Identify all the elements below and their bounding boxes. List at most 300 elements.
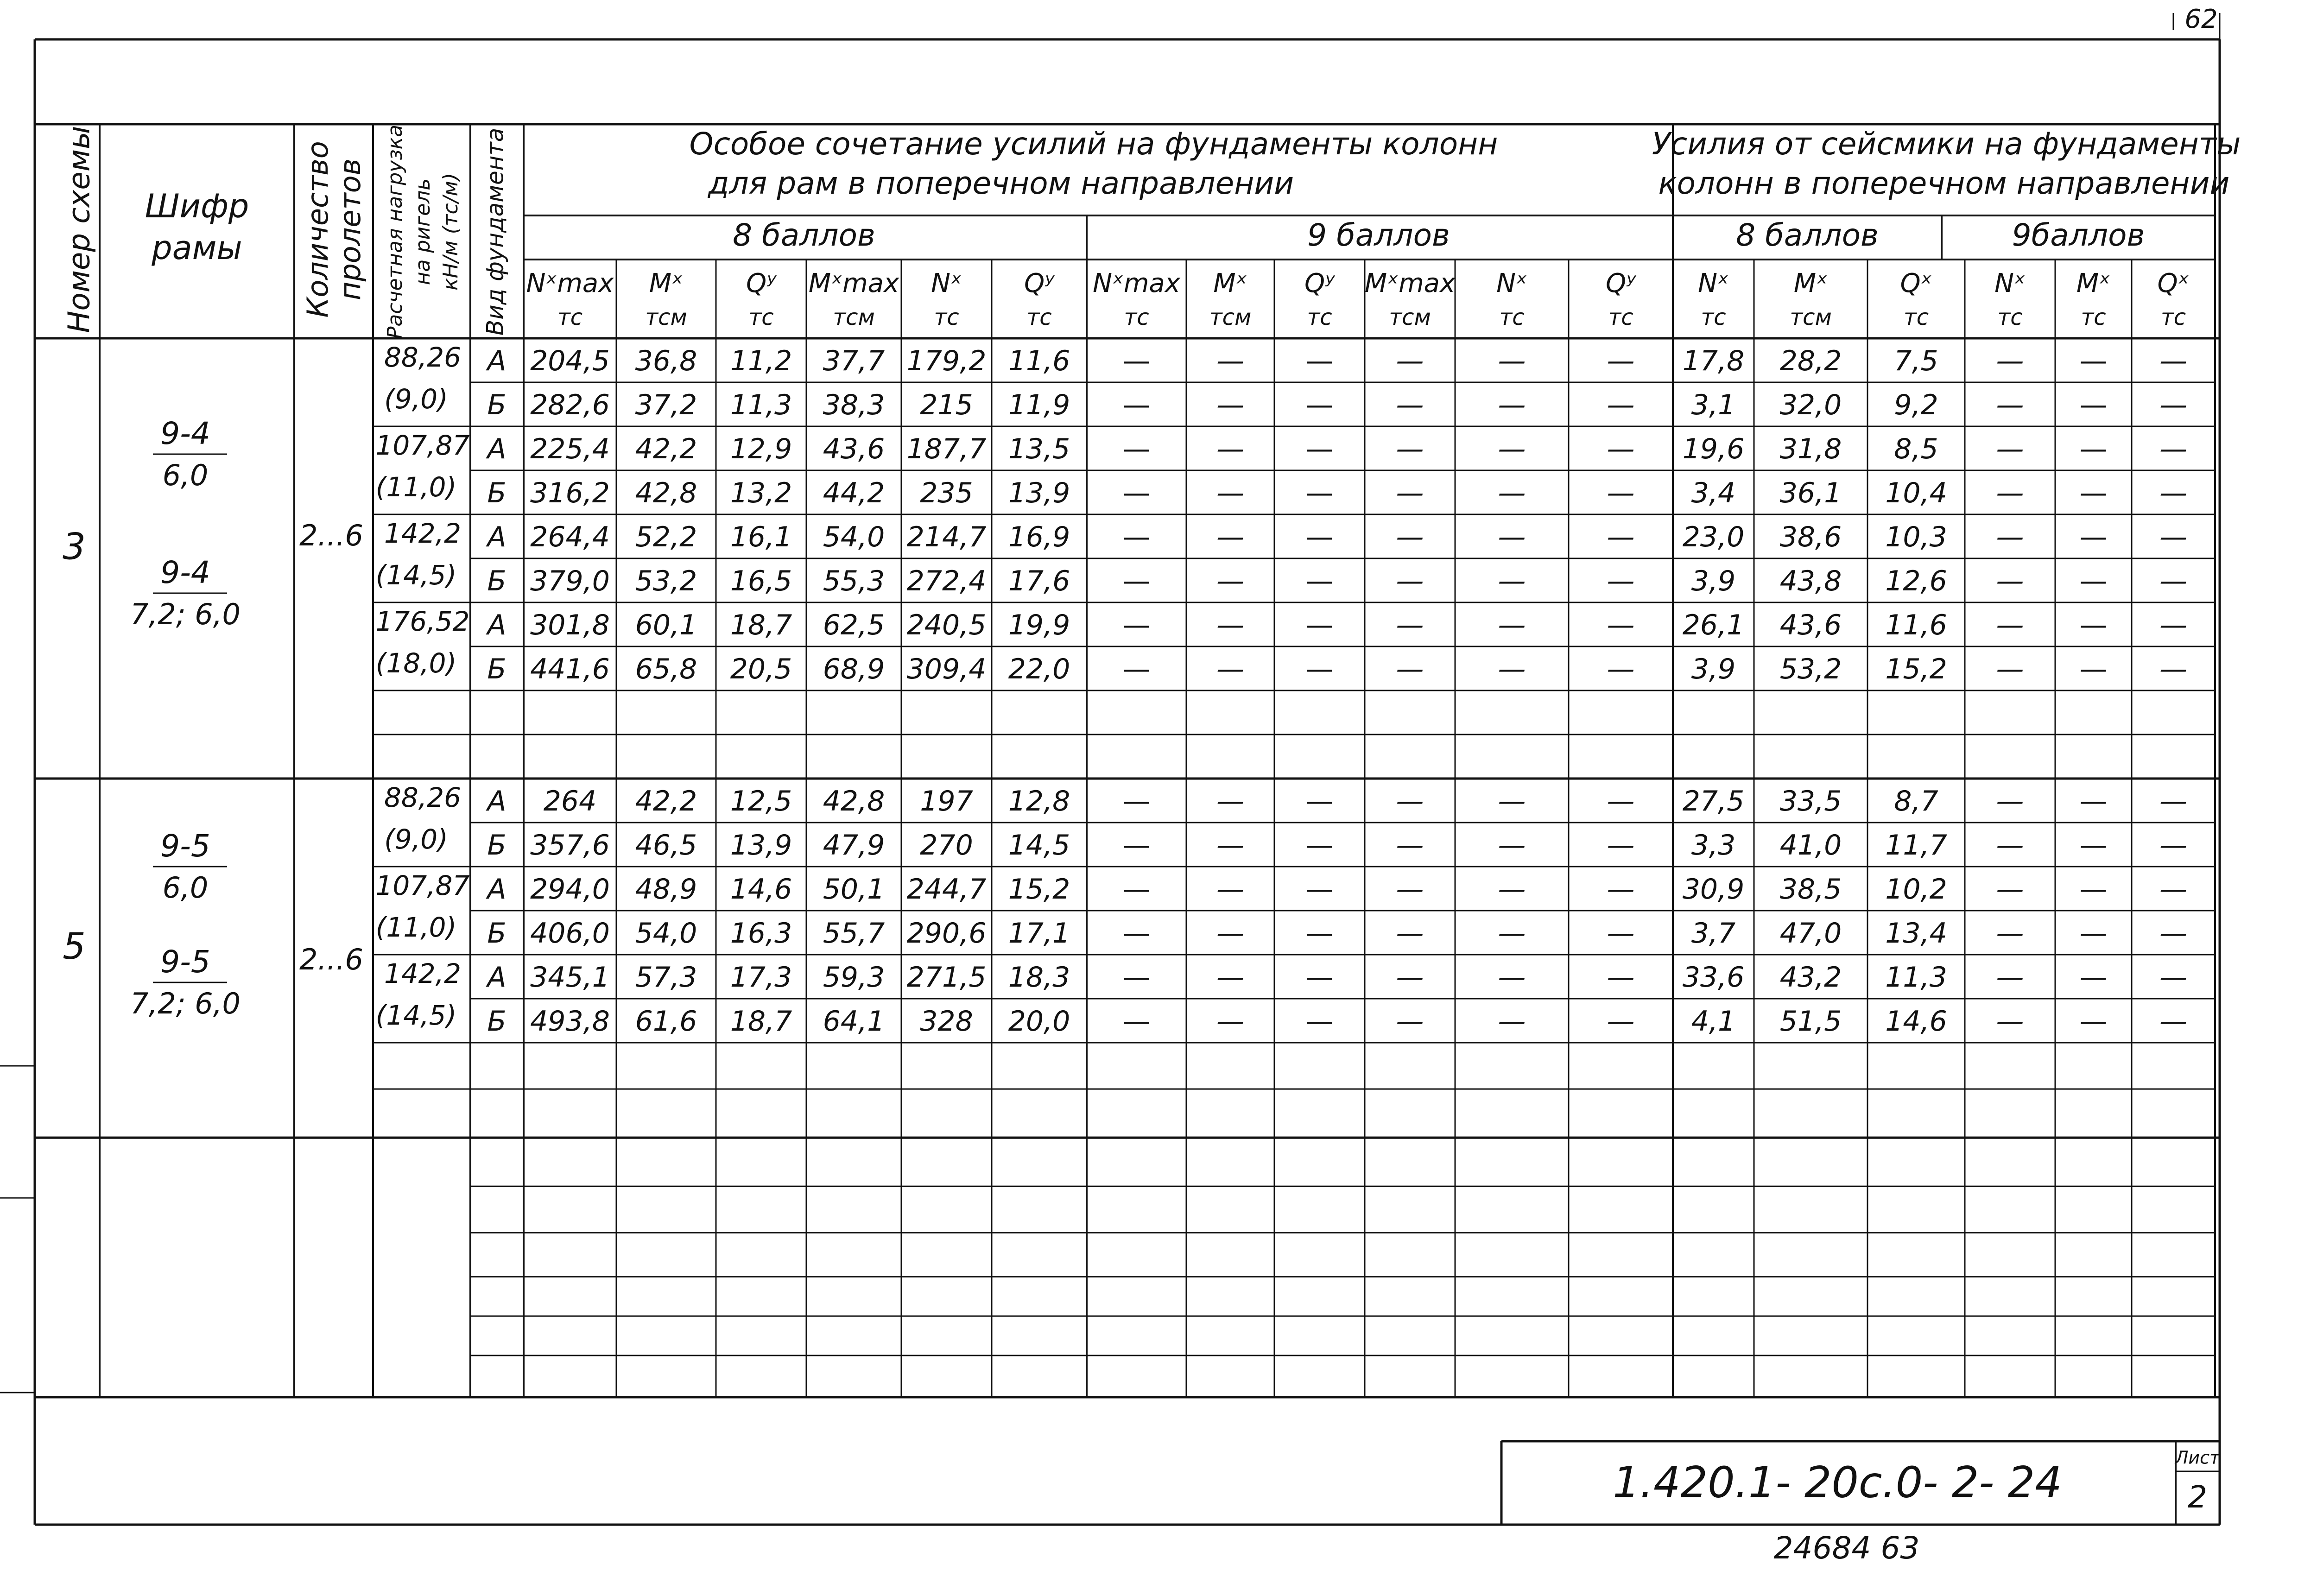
load-value: (11,0) bbox=[375, 912, 457, 944]
seismic-value: 3,7 bbox=[1691, 917, 1736, 950]
col-symbol: Qʸ bbox=[1024, 268, 1054, 299]
force-value: 59,3 bbox=[823, 961, 885, 994]
empty-dash: — bbox=[2079, 785, 2108, 818]
empty-dash: — bbox=[2079, 961, 2108, 994]
empty-dash: — bbox=[1396, 433, 1424, 466]
col-unit: тсм bbox=[645, 304, 687, 330]
empty-dash: — bbox=[1216, 1005, 1244, 1038]
header-cipher: рамы bbox=[152, 229, 242, 267]
empty-dash: — bbox=[2079, 917, 2108, 950]
col-symbol: Nˣmax bbox=[526, 268, 614, 299]
force-value: 68,9 bbox=[823, 653, 885, 686]
empty-dash: — bbox=[1305, 609, 1334, 642]
empty-dash: — bbox=[1996, 873, 2024, 906]
empty-dash: — bbox=[1122, 609, 1151, 642]
force-value: 17,6 bbox=[1008, 565, 1070, 598]
col-unit: тс bbox=[748, 304, 774, 330]
force-value: 13,2 bbox=[730, 477, 792, 510]
empty-dash: — bbox=[1216, 961, 1244, 994]
col-symbol: Qʸ bbox=[1606, 268, 1636, 299]
empty-dash: — bbox=[1996, 785, 2024, 818]
empty-dash: — bbox=[1498, 785, 1526, 818]
empty-dash: — bbox=[1122, 521, 1151, 554]
force-value: 441,6 bbox=[530, 653, 610, 686]
empty-dash: — bbox=[1216, 521, 1244, 554]
empty-dash: — bbox=[1305, 345, 1334, 378]
seismic-value: 26,1 bbox=[1682, 609, 1745, 642]
force-value: 240,5 bbox=[906, 609, 987, 642]
subgroup-9b: 9 баллов bbox=[1307, 217, 1450, 253]
force-value: 20,0 bbox=[1008, 1005, 1070, 1038]
load-value: (11,0) bbox=[375, 471, 457, 503]
empty-dash: — bbox=[1122, 345, 1151, 378]
empty-dash: — bbox=[1996, 609, 2024, 642]
empty-dash: — bbox=[1122, 1005, 1151, 1038]
force-value: 11,2 bbox=[730, 345, 792, 378]
empty-dash: — bbox=[1498, 565, 1526, 598]
header-spans: пролетов bbox=[333, 158, 367, 301]
force-value: 42,8 bbox=[635, 477, 697, 510]
col-unit: тс bbox=[1026, 304, 1052, 330]
load-value: (9,0) bbox=[384, 823, 448, 855]
force-value: 55,7 bbox=[823, 917, 885, 950]
load-value: (14,5) bbox=[375, 1000, 457, 1032]
empty-dash: — bbox=[1305, 873, 1334, 906]
empty-dash: — bbox=[1996, 1005, 2024, 1038]
force-value: 46,5 bbox=[635, 829, 697, 862]
empty-dash: — bbox=[1122, 565, 1151, 598]
foundation-type: А bbox=[487, 609, 506, 642]
force-value: 54,0 bbox=[635, 917, 697, 950]
load-value: (9,0) bbox=[384, 383, 448, 415]
empty-dash: — bbox=[1122, 961, 1151, 994]
foundation-type: Б bbox=[487, 1005, 506, 1038]
col-symbol: Qʸ bbox=[1304, 268, 1335, 299]
force-value: 215 bbox=[920, 389, 973, 422]
seismic-value: 8,7 bbox=[1894, 785, 1938, 818]
seismic-value: 32,0 bbox=[1779, 389, 1842, 422]
col-symbol: Mˣmax bbox=[808, 268, 899, 299]
seismic-value: 31,8 bbox=[1779, 433, 1842, 466]
col-symbol: Nˣ bbox=[1496, 268, 1527, 299]
force-value: 42,2 bbox=[635, 785, 697, 818]
load-value: 88,26 bbox=[384, 342, 462, 374]
seismic-value: 43,2 bbox=[1779, 961, 1842, 994]
empty-dash: — bbox=[2159, 521, 2187, 554]
empty-dash: — bbox=[1396, 829, 1424, 862]
empty-dash: — bbox=[1996, 345, 2024, 378]
load-value: (14,5) bbox=[375, 559, 457, 591]
empty-dash: — bbox=[2159, 609, 2187, 642]
load-value: 176,52 bbox=[375, 606, 470, 638]
empty-dash: — bbox=[1305, 917, 1334, 950]
force-value: 264 bbox=[543, 785, 597, 818]
force-value: 14,6 bbox=[730, 873, 792, 906]
cipher-num: 9-4 bbox=[160, 555, 210, 591]
empty-dash: — bbox=[1305, 961, 1334, 994]
scheme-number: 5 bbox=[63, 925, 86, 968]
empty-dash: — bbox=[2079, 829, 2108, 862]
empty-dash: — bbox=[2079, 609, 2108, 642]
seismic-value: 9,2 bbox=[1894, 389, 1938, 422]
empty-dash: — bbox=[1305, 433, 1334, 466]
col-symbol: Nˣ bbox=[931, 268, 962, 299]
force-value: 18,7 bbox=[730, 609, 792, 642]
seismic-value: 43,6 bbox=[1779, 609, 1842, 642]
seismic-value: 33,5 bbox=[1779, 785, 1842, 818]
force-value: 179,2 bbox=[906, 345, 987, 378]
force-value: 20,5 bbox=[730, 653, 792, 686]
header-load: кН/м (тс/м) bbox=[439, 173, 462, 291]
seismic-value: 14,6 bbox=[1885, 1005, 1947, 1038]
empty-dash: — bbox=[1305, 1005, 1334, 1038]
empty-dash: — bbox=[1396, 565, 1424, 598]
force-value: 17,3 bbox=[730, 961, 792, 994]
load-value: 142,2 bbox=[384, 518, 462, 550]
force-value: 282,6 bbox=[530, 389, 610, 422]
force-value: 43,6 bbox=[823, 433, 885, 466]
empty-dash: — bbox=[1396, 521, 1424, 554]
empty-dash: — bbox=[1498, 653, 1526, 686]
group2-title: колонн в поперечном направлении bbox=[1658, 165, 2230, 202]
col-symbol: Nˣmax bbox=[1093, 268, 1180, 299]
foundation-type: А bbox=[487, 873, 506, 906]
empty-dash: — bbox=[1305, 653, 1334, 686]
group2-title: Усилия от сейсмики на фундаменты bbox=[1652, 126, 2241, 162]
seismic-value: 8,5 bbox=[1894, 433, 1938, 466]
header-scheme: Номер схемы bbox=[62, 126, 97, 333]
empty-dash: — bbox=[1122, 873, 1151, 906]
seismic-value: 10,4 bbox=[1885, 477, 1947, 510]
force-value: 54,0 bbox=[823, 521, 885, 554]
empty-dash: — bbox=[1607, 609, 1635, 642]
seismic-value: 3,9 bbox=[1691, 565, 1736, 598]
force-value: 13,9 bbox=[730, 829, 792, 862]
empty-dash: — bbox=[1996, 829, 2024, 862]
empty-dash: — bbox=[2159, 433, 2187, 466]
header-load: на ригель bbox=[411, 178, 435, 285]
empty-dash: — bbox=[1305, 829, 1334, 862]
empty-dash: — bbox=[1498, 521, 1526, 554]
empty-dash: — bbox=[1498, 829, 1526, 862]
force-value: 19,9 bbox=[1008, 609, 1070, 642]
seismic-value: 27,5 bbox=[1682, 785, 1745, 818]
empty-dash: — bbox=[1498, 389, 1526, 422]
empty-dash: — bbox=[1498, 873, 1526, 906]
empty-dash: — bbox=[2079, 653, 2108, 686]
seismic-value: 10,3 bbox=[1885, 521, 1947, 554]
col-unit: тс bbox=[934, 304, 959, 330]
empty-dash: — bbox=[1607, 785, 1635, 818]
empty-dash: — bbox=[2079, 477, 2108, 510]
empty-dash: — bbox=[1996, 477, 2024, 510]
page-number: 62 bbox=[2184, 4, 2218, 35]
cipher-num: 9-5 bbox=[160, 944, 210, 980]
force-value: 16,9 bbox=[1008, 521, 1070, 554]
force-value: 14,5 bbox=[1008, 829, 1070, 862]
col-symbol: Qˣ bbox=[2157, 268, 2190, 299]
empty-dash: — bbox=[1305, 477, 1334, 510]
seismic-value: 28,2 bbox=[1779, 345, 1842, 378]
group1-title: Особое сочетание усилий на фундаменты колонн bbox=[689, 126, 1498, 162]
empty-dash: — bbox=[1305, 785, 1334, 818]
seismic-value: 11,7 bbox=[1885, 829, 1947, 862]
force-value: 493,8 bbox=[530, 1005, 610, 1038]
col-unit: тс bbox=[2081, 304, 2106, 330]
col-symbol: Qʸ bbox=[746, 268, 776, 299]
force-value: 53,2 bbox=[635, 565, 697, 598]
foundation-type: А bbox=[487, 433, 506, 466]
seismic-value: 36,1 bbox=[1779, 477, 1842, 510]
force-value: 16,5 bbox=[730, 565, 792, 598]
force-value: 13,9 bbox=[1008, 477, 1070, 510]
force-value: 55,3 bbox=[823, 565, 885, 598]
seismic-value: 11,3 bbox=[1885, 961, 1947, 994]
seismic-value: 43,8 bbox=[1779, 565, 1842, 598]
force-value: 264,4 bbox=[530, 521, 610, 554]
empty-dash: — bbox=[1607, 345, 1635, 378]
empty-dash: — bbox=[1216, 917, 1244, 950]
empty-dash: — bbox=[1122, 477, 1151, 510]
empty-dash: — bbox=[1216, 653, 1244, 686]
empty-dash: — bbox=[2159, 1005, 2187, 1038]
empty-dash: — bbox=[2159, 785, 2187, 818]
col-symbol: Mˣmax bbox=[1364, 268, 1456, 299]
force-value: 16,3 bbox=[730, 917, 792, 950]
force-value: 294,0 bbox=[530, 873, 610, 906]
force-value: 272,4 bbox=[906, 565, 987, 598]
spans-value: 2...6 bbox=[299, 519, 364, 553]
seismic-value: 23,0 bbox=[1682, 521, 1745, 554]
col-unit: тс bbox=[1499, 304, 1525, 330]
seismic-value: 30,9 bbox=[1682, 873, 1745, 906]
empty-dash: — bbox=[1996, 389, 2024, 422]
col-unit: тс bbox=[1997, 304, 2023, 330]
empty-dash: — bbox=[1216, 829, 1244, 862]
seismic-value: 38,5 bbox=[1779, 873, 1842, 906]
empty-dash: — bbox=[1305, 565, 1334, 598]
empty-dash: — bbox=[1216, 565, 1244, 598]
empty-dash: — bbox=[1122, 433, 1151, 466]
scheme-number: 3 bbox=[63, 526, 86, 568]
force-value: 37,2 bbox=[635, 389, 697, 422]
force-value: 61,6 bbox=[635, 1005, 697, 1038]
empty-dash: — bbox=[1607, 477, 1635, 510]
force-value: 18,3 bbox=[1008, 961, 1070, 994]
empty-dash: — bbox=[1607, 653, 1635, 686]
header-load: Расчетная нагрузка bbox=[383, 124, 407, 339]
empty-dash: — bbox=[2159, 565, 2187, 598]
empty-dash: — bbox=[1122, 917, 1151, 950]
empty-dash: — bbox=[1607, 961, 1635, 994]
empty-dash: — bbox=[1305, 389, 1334, 422]
cipher-den: 6,0 bbox=[162, 871, 209, 905]
force-value: 36,8 bbox=[635, 345, 697, 378]
seismic-value: 53,2 bbox=[1779, 653, 1842, 686]
load-value: 88,26 bbox=[384, 782, 462, 814]
force-value: 42,2 bbox=[635, 433, 697, 466]
empty-dash: — bbox=[1498, 1005, 1526, 1038]
foundation-type: А bbox=[487, 961, 506, 994]
empty-dash: — bbox=[1498, 345, 1526, 378]
foundation-type: А bbox=[487, 345, 506, 378]
force-value: 17,1 bbox=[1008, 917, 1070, 950]
empty-dash: — bbox=[2159, 653, 2187, 686]
empty-dash: — bbox=[1396, 345, 1424, 378]
empty-dash: — bbox=[1396, 389, 1424, 422]
force-value: 16,1 bbox=[730, 521, 792, 554]
empty-dash: — bbox=[1396, 1005, 1424, 1038]
force-value: 244,7 bbox=[906, 873, 987, 906]
cipher-den: 7,2; 6,0 bbox=[130, 987, 241, 1021]
load-value: 142,2 bbox=[384, 958, 462, 990]
force-value: 11,3 bbox=[730, 389, 792, 422]
foundation-type: А bbox=[487, 785, 506, 818]
empty-dash: — bbox=[2079, 345, 2108, 378]
force-value: 44,2 bbox=[823, 477, 885, 510]
force-value: 316,2 bbox=[530, 477, 610, 510]
col-symbol: Nˣ bbox=[1994, 268, 2026, 299]
seismic-value: 3,1 bbox=[1691, 389, 1736, 422]
spans-value: 2...6 bbox=[299, 943, 364, 977]
subgroup-8b: 8 баллов bbox=[733, 217, 875, 253]
col-symbol: Mˣ bbox=[1213, 268, 1247, 299]
col-unit: тс bbox=[1307, 304, 1332, 330]
force-value: 357,6 bbox=[530, 829, 610, 862]
force-value: 345,1 bbox=[530, 961, 610, 994]
empty-dash: — bbox=[1122, 829, 1151, 862]
group1-title: для рам в поперечном направлении bbox=[708, 165, 1294, 202]
header-spans: Количество bbox=[301, 141, 335, 318]
force-value: 12,9 bbox=[730, 433, 792, 466]
empty-dash: — bbox=[1996, 565, 2024, 598]
force-value: 50,1 bbox=[823, 873, 885, 906]
col-unit: тсм bbox=[1389, 304, 1431, 330]
empty-dash: — bbox=[1122, 785, 1151, 818]
empty-dash: — bbox=[2079, 521, 2108, 554]
seismic-value: 19,6 bbox=[1682, 433, 1745, 466]
force-value: 12,5 bbox=[730, 785, 792, 818]
table-text bbox=[63, 4, 2241, 1566]
force-value: 42,8 bbox=[823, 785, 885, 818]
force-value: 197 bbox=[920, 785, 973, 818]
force-value: 64,1 bbox=[823, 1005, 885, 1038]
empty-dash: — bbox=[2079, 433, 2108, 466]
empty-dash: — bbox=[1607, 1005, 1635, 1038]
empty-dash: — bbox=[1396, 917, 1424, 950]
empty-dash: — bbox=[1122, 389, 1151, 422]
force-value: 47,9 bbox=[823, 829, 885, 862]
col-symbol: Mˣ bbox=[2076, 268, 2111, 299]
col-unit: тс bbox=[557, 304, 583, 330]
force-value: 18,7 bbox=[730, 1005, 792, 1038]
empty-dash: — bbox=[1216, 345, 1244, 378]
foundation-type: Б bbox=[487, 477, 506, 510]
empty-dash: — bbox=[1996, 433, 2024, 466]
empty-dash: — bbox=[1607, 565, 1635, 598]
seismic-value: 13,4 bbox=[1885, 917, 1947, 950]
empty-dash: — bbox=[1498, 609, 1526, 642]
force-value: 15,2 bbox=[1008, 873, 1070, 906]
force-value: 379,0 bbox=[530, 565, 610, 598]
col-unit: тсм bbox=[1209, 304, 1252, 330]
col-unit: тс bbox=[1608, 304, 1633, 330]
empty-dash: — bbox=[2079, 389, 2108, 422]
force-value: 52,2 bbox=[635, 521, 697, 554]
force-value: 328 bbox=[920, 1005, 973, 1038]
empty-dash: — bbox=[1498, 917, 1526, 950]
empty-dash: — bbox=[1607, 389, 1635, 422]
empty-dash: — bbox=[1498, 961, 1526, 994]
empty-dash: — bbox=[1607, 521, 1635, 554]
sheet-number: 2 bbox=[2188, 1479, 2207, 1515]
seismic-value: 7,5 bbox=[1894, 345, 1938, 378]
seismic-value: 15,2 bbox=[1885, 653, 1947, 686]
force-value: 11,6 bbox=[1008, 345, 1070, 378]
empty-dash: — bbox=[2159, 345, 2187, 378]
seismic-value: 47,0 bbox=[1779, 917, 1842, 950]
foundation-type: Б bbox=[487, 917, 506, 950]
empty-dash: — bbox=[2159, 917, 2187, 950]
foundation-type: А bbox=[487, 521, 506, 554]
seismic-value: 41,0 bbox=[1779, 829, 1842, 862]
force-value: 38,3 bbox=[823, 389, 885, 422]
empty-dash: — bbox=[2159, 961, 2187, 994]
cipher-num: 9-5 bbox=[160, 828, 210, 864]
empty-dash: — bbox=[1396, 609, 1424, 642]
subgroup-8b-seismic: 8 баллов bbox=[1736, 217, 1879, 253]
foundation-type: Б bbox=[487, 653, 506, 686]
foundation-type: Б bbox=[487, 829, 506, 862]
empty-dash: — bbox=[1498, 433, 1526, 466]
force-value: 271,5 bbox=[906, 961, 987, 994]
col-unit: тс bbox=[1124, 304, 1149, 330]
empty-dash: — bbox=[1216, 477, 1244, 510]
subgroup-9b-seismic: 9баллов bbox=[2012, 217, 2145, 253]
empty-dash: — bbox=[2159, 829, 2187, 862]
empty-dash: — bbox=[2159, 873, 2187, 906]
col-symbol: Nˣ bbox=[1698, 268, 1729, 299]
empty-dash: — bbox=[2159, 389, 2187, 422]
force-value: 37,7 bbox=[823, 345, 885, 378]
force-value: 62,5 bbox=[823, 609, 885, 642]
col-unit: тсм bbox=[1790, 304, 1832, 330]
seismic-value: 3,3 bbox=[1691, 829, 1736, 862]
empty-dash: — bbox=[1996, 917, 2024, 950]
sheet-label: Лист bbox=[2175, 1447, 2220, 1468]
force-value: 204,5 bbox=[530, 345, 610, 378]
foundation-type: Б bbox=[487, 565, 506, 598]
empty-dash: — bbox=[1996, 653, 2024, 686]
seismic-value: 38,6 bbox=[1779, 521, 1842, 554]
empty-dash: — bbox=[2079, 565, 2108, 598]
seismic-value: 3,9 bbox=[1691, 653, 1736, 686]
force-value: 270 bbox=[920, 829, 973, 862]
col-unit: тс bbox=[1903, 304, 1929, 330]
force-value: 60,1 bbox=[635, 609, 697, 642]
empty-dash: — bbox=[1396, 961, 1424, 994]
seismic-value: 51,5 bbox=[1779, 1005, 1842, 1038]
force-value: 406,0 bbox=[530, 917, 610, 950]
force-value: 65,8 bbox=[635, 653, 697, 686]
empty-dash: — bbox=[1396, 653, 1424, 686]
seismic-value: 11,6 bbox=[1885, 609, 1947, 642]
cipher-den: 6,0 bbox=[162, 458, 209, 493]
bottom-numbers: 24684 63 bbox=[1773, 1530, 1920, 1566]
force-value: 22,0 bbox=[1008, 653, 1070, 686]
force-value: 225,4 bbox=[530, 433, 610, 466]
empty-dash: — bbox=[1607, 873, 1635, 906]
